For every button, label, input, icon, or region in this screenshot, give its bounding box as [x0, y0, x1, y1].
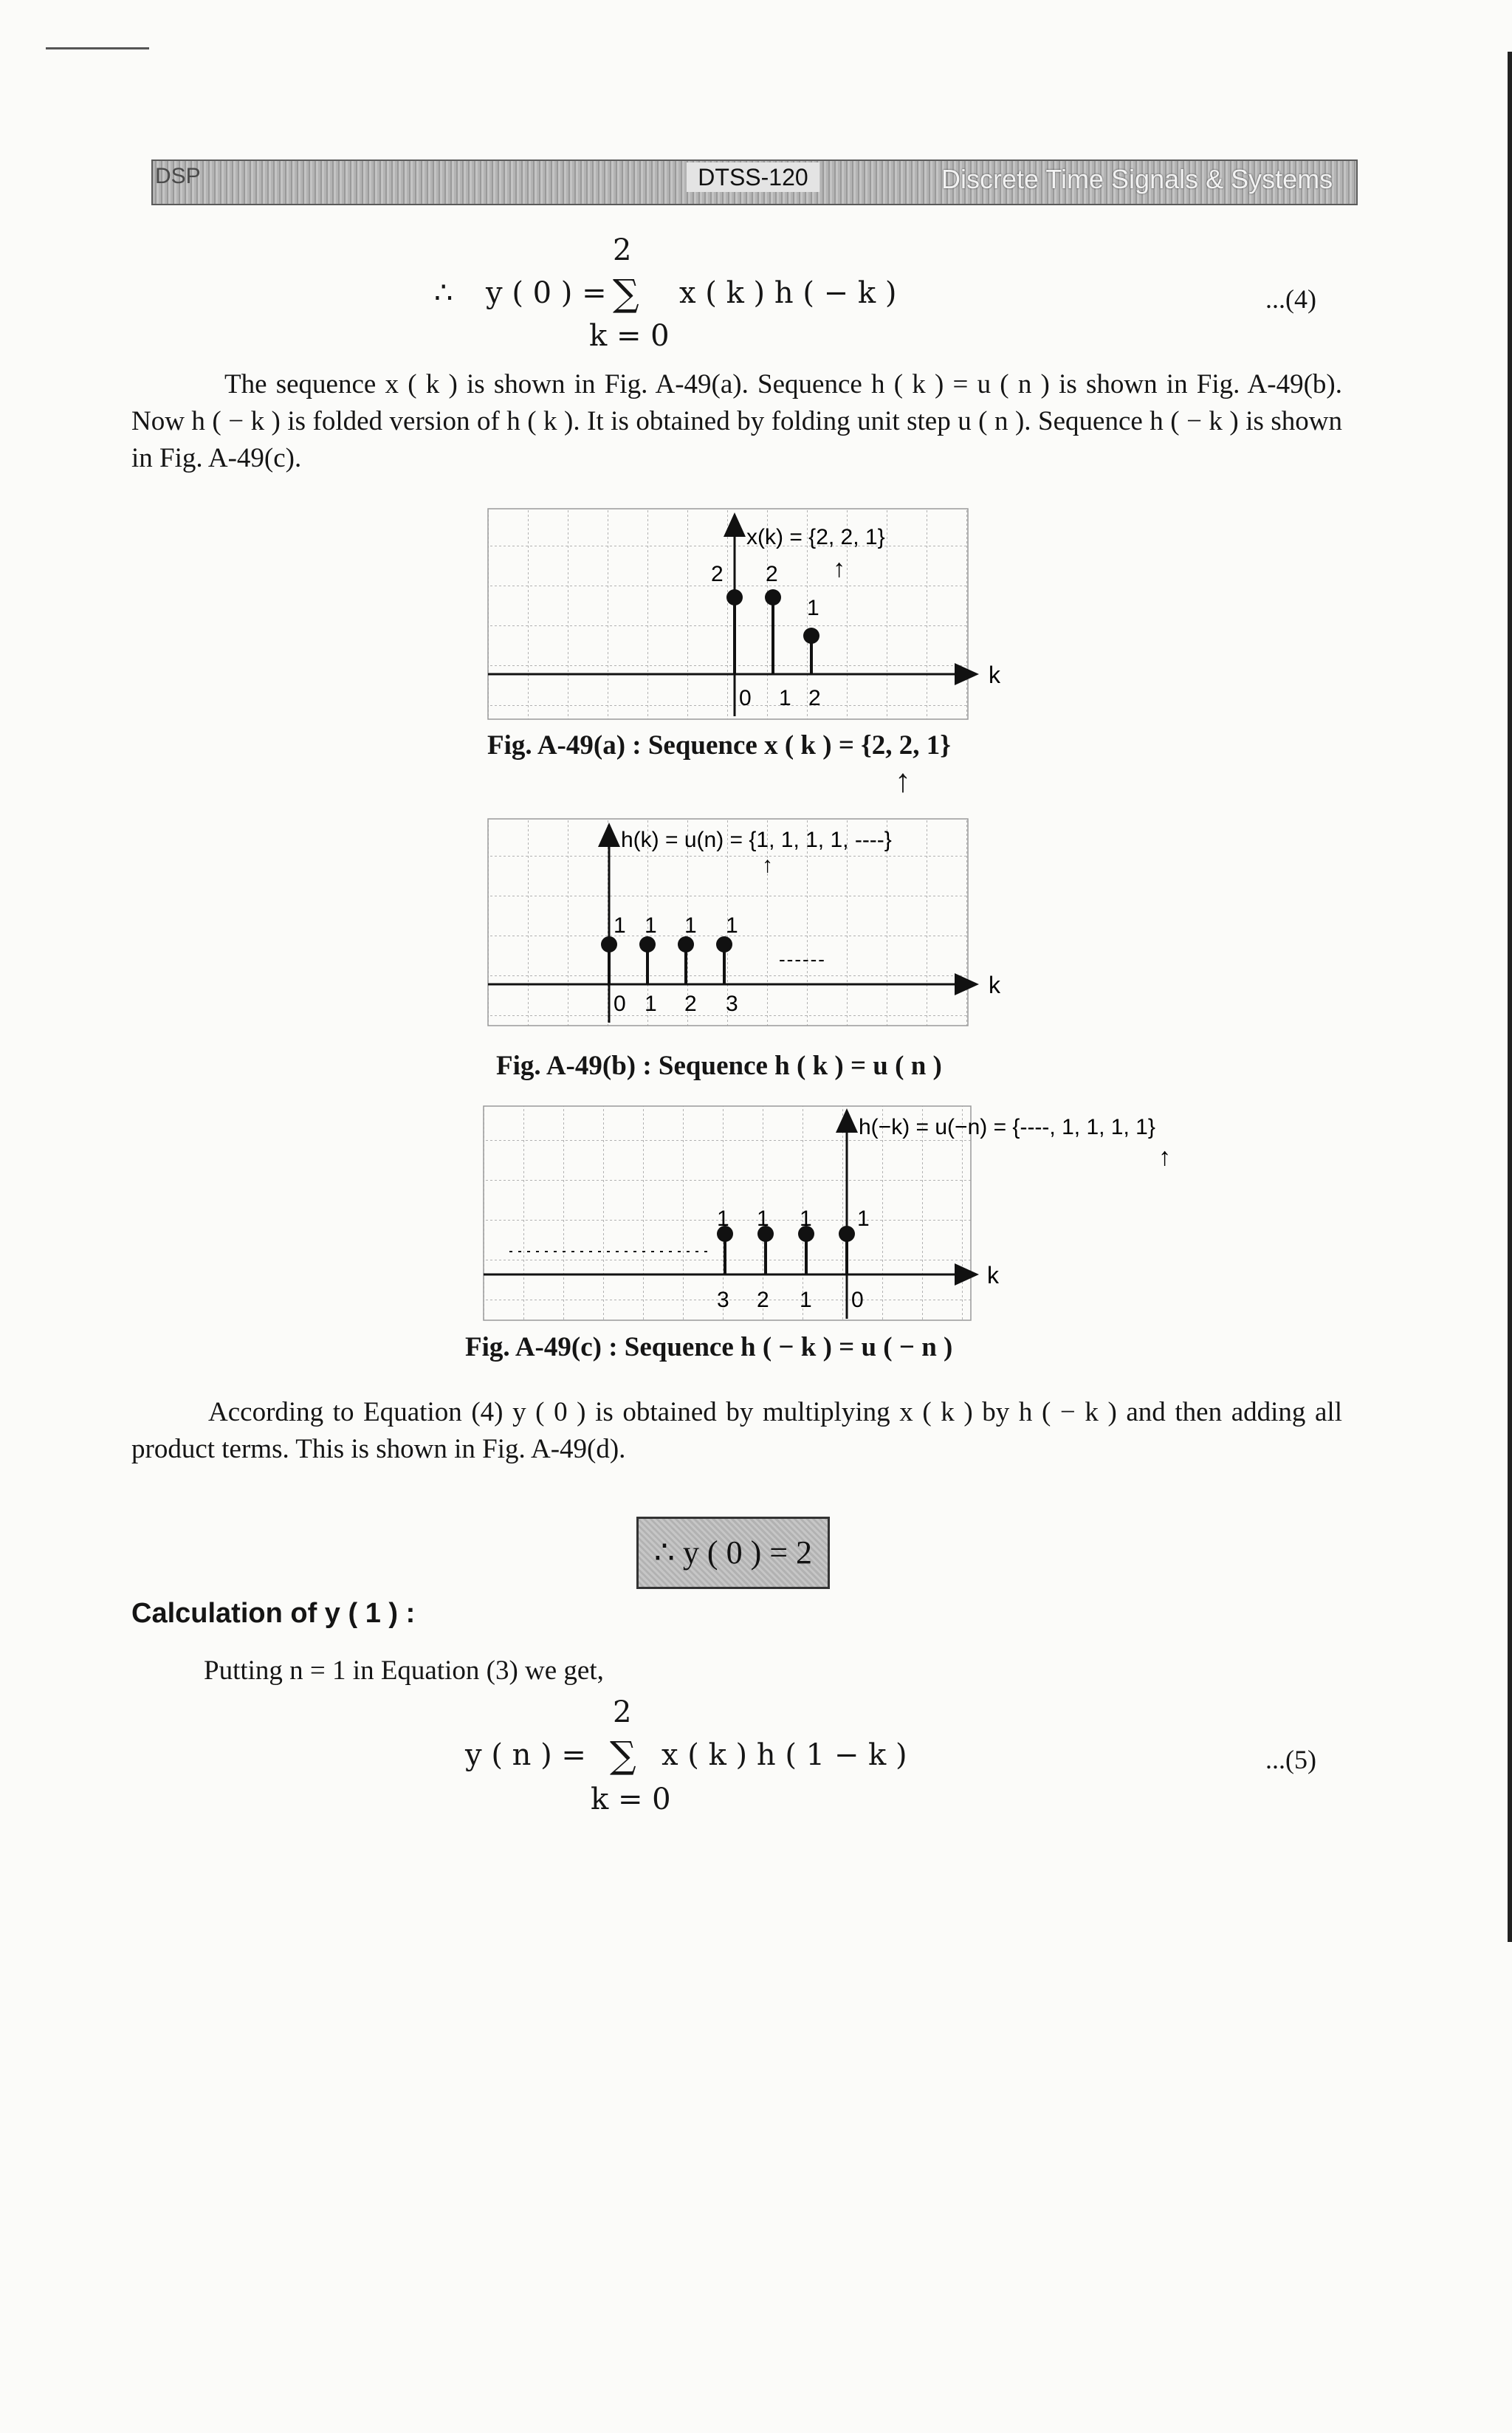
tick-label: 3 [726, 992, 738, 1016]
value-label: 1 [857, 1207, 870, 1231]
header-code: DTSS-120 [687, 162, 819, 192]
value-label: 2 [711, 562, 724, 586]
axis-label-k: k [987, 1262, 999, 1288]
label-arrow: ↑ [1158, 1143, 1171, 1171]
figure-a49a [484, 506, 1000, 724]
sequence-label: h(k) = u(n) = {1, 1, 1, 1, ----} [621, 828, 892, 852]
eq5-sigma: ∑ [610, 1734, 636, 1777]
eq4-sigma: ∑ [613, 272, 639, 315]
stem-point [726, 589, 743, 605]
tick-label: 0 [614, 992, 626, 1016]
eq4-number: ...(4) [1265, 284, 1316, 314]
result-box: ∴ y ( 0 ) = 2 [636, 1517, 830, 1589]
caption-a49a-arrow: ↑ [895, 763, 911, 799]
figure-a49c [476, 1100, 1207, 1325]
stem-point [639, 936, 656, 953]
caption-a49b: Fig. A-49(b) : Sequence h ( k ) = u ( n ) [496, 1051, 942, 1081]
value-label: 1 [645, 913, 657, 938]
tick-label: 1 [779, 686, 791, 710]
axis-label-k: k [989, 972, 1000, 998]
grid [488, 509, 968, 719]
caption-a49a: Fig. A-49(a) : Sequence x ( k ) = {2, 2, 1} [487, 730, 951, 761]
tick-label: 0 [739, 686, 752, 710]
tick-label: 2 [684, 992, 697, 1016]
eq4-sum-lower: k = 0 [589, 319, 670, 353]
paragraph-3: Putting n = 1 in Equation (3) we get, [204, 1655, 604, 1686]
stem-point [839, 1226, 855, 1242]
value-label: 1 [717, 1207, 729, 1231]
tick-label: 1 [800, 1288, 812, 1312]
tick-label: 1 [645, 992, 657, 1016]
sequence-label: x(k) = {2, 2, 1} [746, 525, 885, 549]
caption-a49c: Fig. A-49(c) : Sequence h ( − k ) = u ( − n ) [465, 1332, 953, 1362]
axis-label-k: k [989, 662, 1000, 688]
eq5-sum-lower: k = 0 [591, 1782, 671, 1816]
tick-label: 2 [757, 1288, 769, 1312]
tick-label: 0 [851, 1288, 864, 1312]
scan-mark [46, 47, 149, 49]
stem-point [678, 936, 694, 953]
header-right-label: Discrete Time Signals & Systems [941, 164, 1333, 194]
eq4-therefore: ∴ [434, 276, 453, 310]
origin-arrow: ↑ [833, 555, 845, 583]
eq5-lhs: y ( n ) = [465, 1738, 586, 1772]
stem-point [716, 936, 732, 953]
value-label: 1 [807, 596, 819, 620]
origin-arrow: ↑ [762, 853, 773, 877]
eq4-body: x ( k ) h ( − k ) [679, 276, 897, 310]
eq5-body: x ( k ) h ( 1 − k ) [662, 1738, 907, 1772]
value-label: 1 [800, 1207, 812, 1231]
eq5-number: ...(5) [1265, 1745, 1316, 1774]
value-label: 2 [766, 562, 778, 586]
eq4-lhs: y ( 0 ) = [486, 276, 607, 310]
tick-label: 3 [717, 1288, 729, 1312]
sequence-label: h(−k) = u(−n) = {----, 1, 1, 1, 1} [859, 1115, 1155, 1139]
eq4-sum-upper: 2 [613, 233, 632, 267]
section-title: Calculation of y ( 1 ) : [131, 1598, 416, 1629]
eq5-sum-upper: 2 [613, 1695, 632, 1729]
continuation-dots: ------ [779, 948, 826, 970]
binding-edge [1508, 52, 1512, 1942]
figure-a49b [484, 816, 1015, 1030]
value-label: 1 [726, 913, 738, 938]
paragraph-1: The sequence x ( k ) is shown in Fig. A-49(a). Sequence h ( k ) = u ( n ) is shown in Fig. A-49(b). Now h ( − k ) is folded version of h ( k ). It is obtained by folding unit step u ( n ). Sequence h ( − k ) is shown in Fig. A-49(c). [131, 369, 1342, 473]
value-label: 1 [614, 913, 626, 938]
value-label: 1 [757, 1207, 769, 1231]
stem-point [765, 589, 781, 605]
header-left-label: DSP [155, 164, 201, 188]
tick-label: 2 [808, 686, 821, 710]
stem-point [601, 936, 617, 953]
value-label: 1 [684, 913, 697, 938]
stem-point [803, 628, 819, 644]
paragraph-2: According to Equation (4) y ( 0 ) is obtained by multiplying x ( k ) by h ( − k ) and then adding all product terms. This is shown in Fig. A-49(d). [131, 1397, 1342, 1464]
